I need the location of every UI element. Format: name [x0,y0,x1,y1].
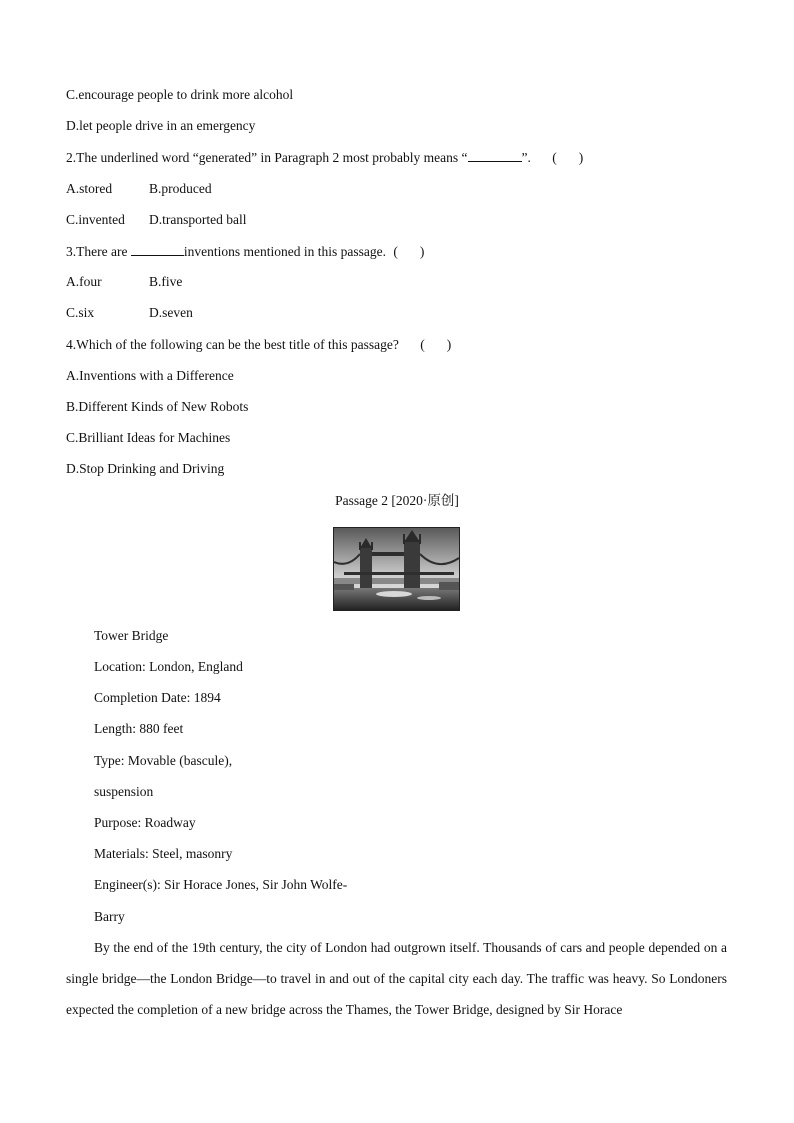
answer-blank [468,148,522,162]
q3-options-row-2 [66,304,193,322]
info-title: Tower Bridge [94,628,169,643]
q4-stem [66,336,451,354]
q3-stem-text: 3.There are [66,244,131,259]
q4-option-d: D.Stop Drinking and Driving [66,461,225,476]
q2-stem [66,148,583,167]
q4-stem-text: 4.Which of the following can be the best title of this passage? [66,337,399,352]
answer-bracket: ( ) [552,150,584,165]
info-engineers-cont: Barry [94,909,125,924]
answer-blank [131,242,184,256]
q1-option-d: D.let people drive in an emergency [66,118,256,133]
q2-stem-end: ”. [521,150,531,165]
q2-options-row-1 [66,180,212,198]
tower-bridge-illustration [334,528,459,610]
info-materials: Materials: Steel, masonry [94,846,233,861]
passage-paragraph: By the end of the 19th century, the city of London had outgrown itself. Thousands of cars and people depended on a single bridge—the London Bridge—to travel in and out of the capital city each day. The traffic was heavy. So Londoners expected the completion of a new bridge across the Thames, the Tower Bridge, designed by Sir Horace [66,940,727,1017]
q3-stem [66,242,424,261]
q2-options-row-2 [66,211,246,229]
q2-option-a: A.stored [66,181,113,196]
q3-option-a: A.four [66,274,102,289]
q4-option-b: B.Different Kinds of New Robots [66,399,249,414]
info-location: Location: London, England [94,659,243,674]
info-length: Length: 880 feet [94,721,184,736]
q2-option-d: D.transported ball [149,212,247,227]
q3-options-row-1 [66,273,182,291]
q4-option-a: A.Inventions with a Difference [66,368,234,383]
q2-option-c: C.invented [66,212,125,227]
q2-stem-text: 2.The underlined word “generated” in Paragraph 2 most probably means “ [66,150,468,165]
q1-option-c: C.encourage people to drink more alcohol [66,87,294,102]
q3-stem-end: inventions mentioned in this passage. [183,244,386,259]
q2-option-b: B.produced [149,181,212,196]
answer-bracket: ( ) [393,244,425,259]
info-purpose: Purpose: Roadway [94,815,196,830]
q3-option-c: C.six [66,305,95,320]
passage-heading: Passage 2 [2020·原创] [335,493,459,508]
info-type-cont: suspension [94,784,154,799]
tower-bridge-photo [333,527,460,611]
info-completion-date: Completion Date: 1894 [94,690,221,705]
answer-bracket: ( ) [420,337,452,352]
q4-option-c: C.Brilliant Ideas for Machines [66,430,231,445]
q3-option-d: D.seven [149,305,193,320]
info-engineers: Engineer(s): Sir Horace Jones, Sir John Wolfe- [94,877,348,892]
q3-option-b: B.five [149,274,183,289]
info-type: Type: Movable (bascule), [94,753,233,768]
